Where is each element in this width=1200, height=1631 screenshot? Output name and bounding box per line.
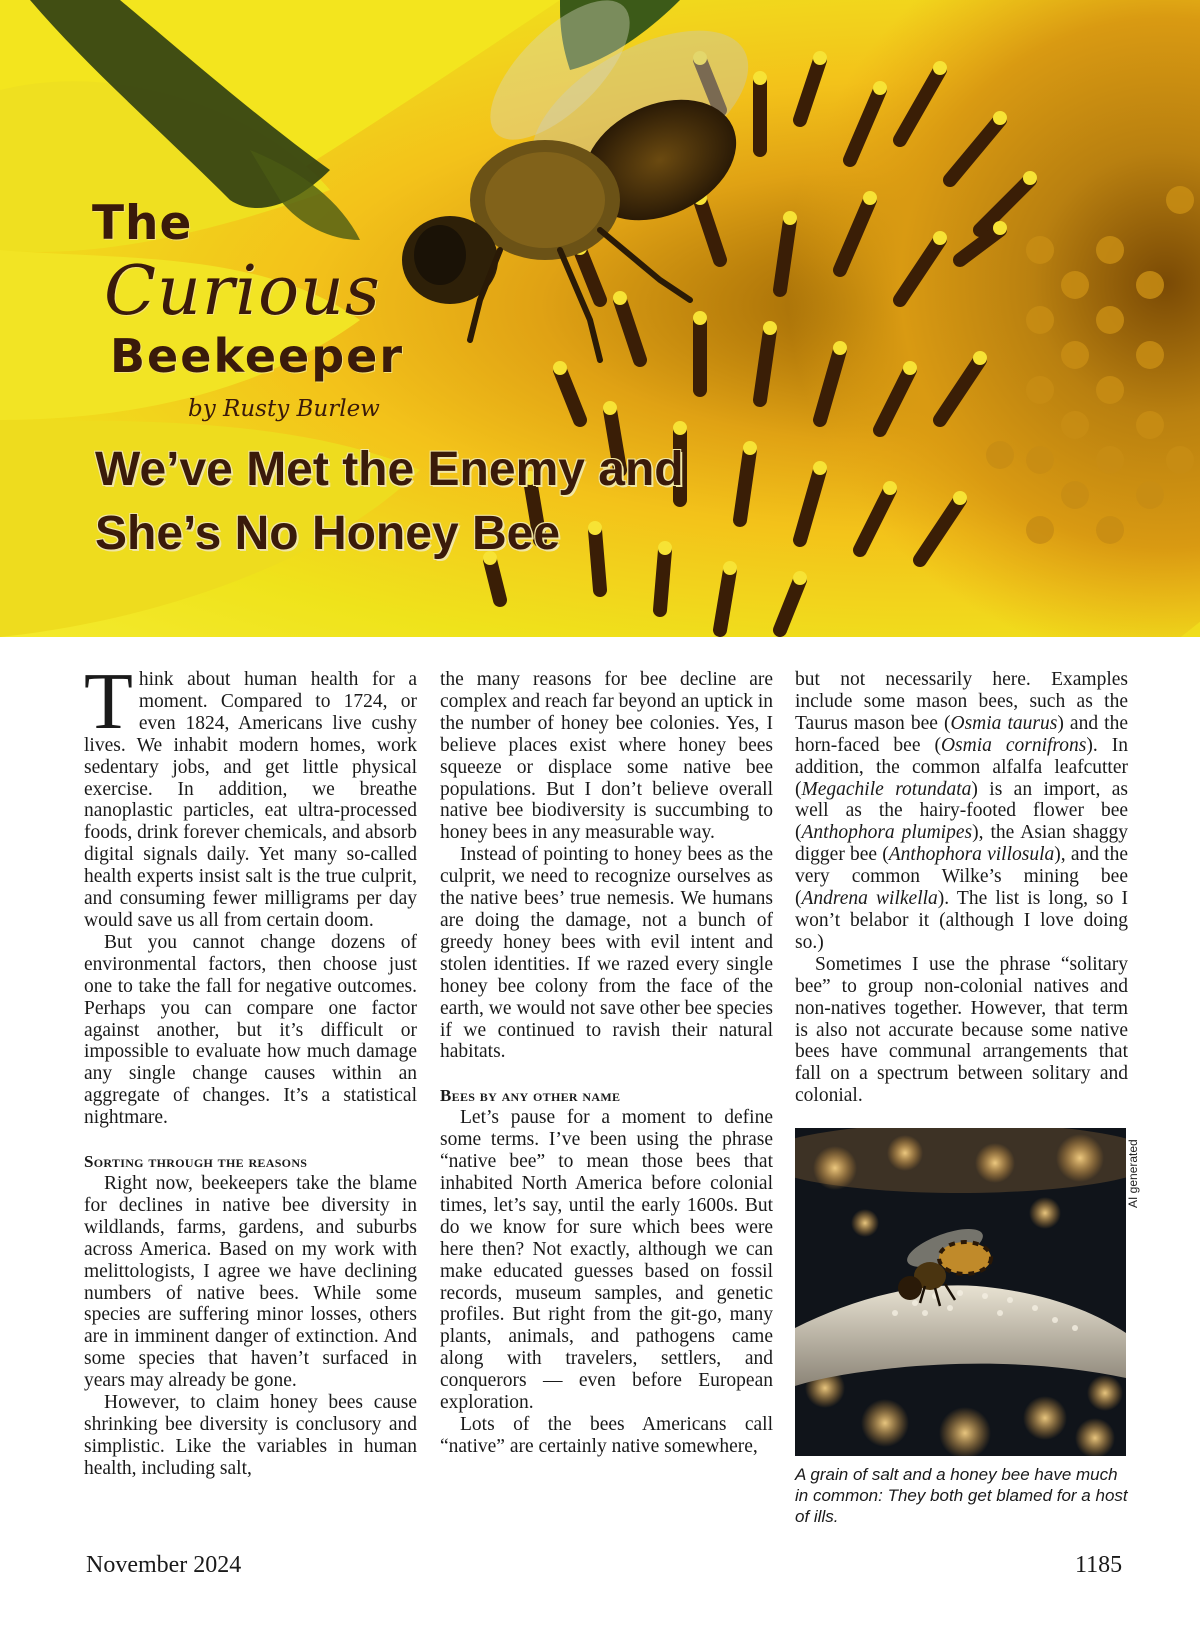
article-column-1 [84, 658, 418, 1480]
text-run: ). In addition, the common alfalfa leafcutter ( [795, 734, 1128, 800]
byline: by Rusty Burlew [188, 396, 380, 422]
article-column-2 [440, 669, 773, 1458]
bee-on-salt-photo [795, 1128, 1126, 1456]
text-run: ), the Asian shaggy digger bee ( [795, 822, 1128, 866]
species-name: Anthophora villosula [888, 844, 1055, 866]
text-run: ), and the very common Wilke’s mining bee ( [795, 844, 1128, 910]
photo-caption: A grain of salt and a honey bee have much in common: They both get blamed for a host of ills. [795, 1465, 1128, 1526]
page-number: 1185 [1075, 1552, 1123, 1578]
headline-line-2: She’s No Honey Bee [95, 507, 561, 560]
ai-generated-label: AI generated [1126, 1139, 1140, 1208]
paragraph: Let’s pause for a moment to define some terms. I’ve been using the phrase “native bee” to mean those bees that inhabited North America before colonial times, let’s say, until the early 1600s. But do we know for sure which bees were here then? Not exactly, although we can make educated guesses based on fossil records, museum samples, and genetic profiles. But right from the git-go, many plants, animals, and pathogens came along with travelers, settlers, and conquerors — even before European exploration. [440, 1107, 773, 1414]
text-run: ). The list is long, so I won’t belabor it (although I love doing so.) [795, 888, 1128, 953]
paragraph: Sometimes I use the phrase “solitary bee” to group non-colonial natives and non-natives together. However, that term is also not accurate because some native bees have communal arrangements that fall on a spectrum between solitary and colonial. [795, 953, 1128, 1107]
species-name: Osmia taurus [950, 712, 1058, 734]
paragraph: Instead of pointing to honey bees as the culprit, we need to recognize ourselves as the native bees’ true nemesis. We humans are doing the damage, not a bunch of greedy honey bees with evil intent and stolen identities. If we razed every single honey bee colony from the face of the earth, we would not save other bee species if we continued to ravish their natural habitats. [440, 844, 773, 1063]
headline-line-1: We’ve Met the Enemy and [95, 443, 684, 496]
species-name: Megachile rotundata [801, 778, 972, 800]
bee-on-salt-illustration [795, 1128, 1126, 1456]
series-title-beekeeper: Beekeeper [110, 329, 405, 383]
paragraph [84, 658, 418, 932]
text-run: ) and the horn-faced bee ( [795, 712, 1128, 756]
paragraph: Right now, beekeepers take the blame for declines in native bee diversity in wildlands, farms, gardens, and suburbs across America. Based on my work with melittologists, I agree we have declining numbers of native bees. While some species are suffering minor losses, others are in imminent danger of extinction. And some species that haven’t surfaced in years may already be gone. [84, 1173, 417, 1392]
species-name: Osmia cornifrons [940, 734, 1087, 756]
article-column-3 [795, 669, 1128, 1107]
series-title-curious: Curious [104, 252, 381, 331]
series-title-the: The [92, 196, 193, 251]
section-heading: Bees by any other name [440, 1086, 621, 1106]
text-run: ) is an import, as well as the hairy-footed flower bee ( [795, 778, 1128, 844]
species-name: Andrena wilkella [801, 888, 938, 910]
paragraph-text: hink about human health for a moment. Compared to 1724, or even 1824, Americans live cushy lives. We inhabit modern homes, work sedentary jobs, and get little physical exercise. In addition, we breathe nanoplastic particles, eat ultra-processed foods, drink forever chemicals, and absorb digital signals daily. Yet many so-called health experts insist salt is the true culprit, and consuming fewer milligrams per day would save us all from certain doom. [84, 669, 418, 931]
paragraph: However, to claim honey bees cause shrinking bee diversity is conclusory and simplistic. Like the variables in human health, including salt, [84, 1392, 417, 1479]
drop-cap: T [84, 658, 133, 746]
paragraph [795, 669, 1128, 954]
paragraph: Lots of the bees Americans call “native” are certainly native somewhere, [440, 1414, 773, 1457]
issue-date: November 2024 [86, 1552, 242, 1578]
text-run: but not necessarily here. Examples include some mason bees, such as the Taurus mason bee ( [795, 669, 1128, 734]
section-heading: Sorting through the reasons [84, 1152, 308, 1172]
species-name: Anthophora plumipes [801, 822, 973, 844]
paragraph: But you cannot change dozens of environmental factors, then choose just one to take the fall for negative outcomes. Perhaps you can compare one factor against another, but it’s difficult or impossible to evaluate how much damage any single change causes within an aggregate of changes. It’s a statistical nightmare. [84, 931, 417, 1129]
header-photo [0, 0, 1200, 637]
title-block [0, 0, 1200, 637]
article-headline [95, 438, 855, 566]
paragraph: the many reasons for bee decline are complex and reach far beyond an uptick in the number of honey bee colonies. Yes, I believe places exist where honey bees squeeze or displace some native bee populations. But I don’t believe overall native bee biodiversity is succumbing to honey bees in any measurable way. [440, 669, 773, 844]
